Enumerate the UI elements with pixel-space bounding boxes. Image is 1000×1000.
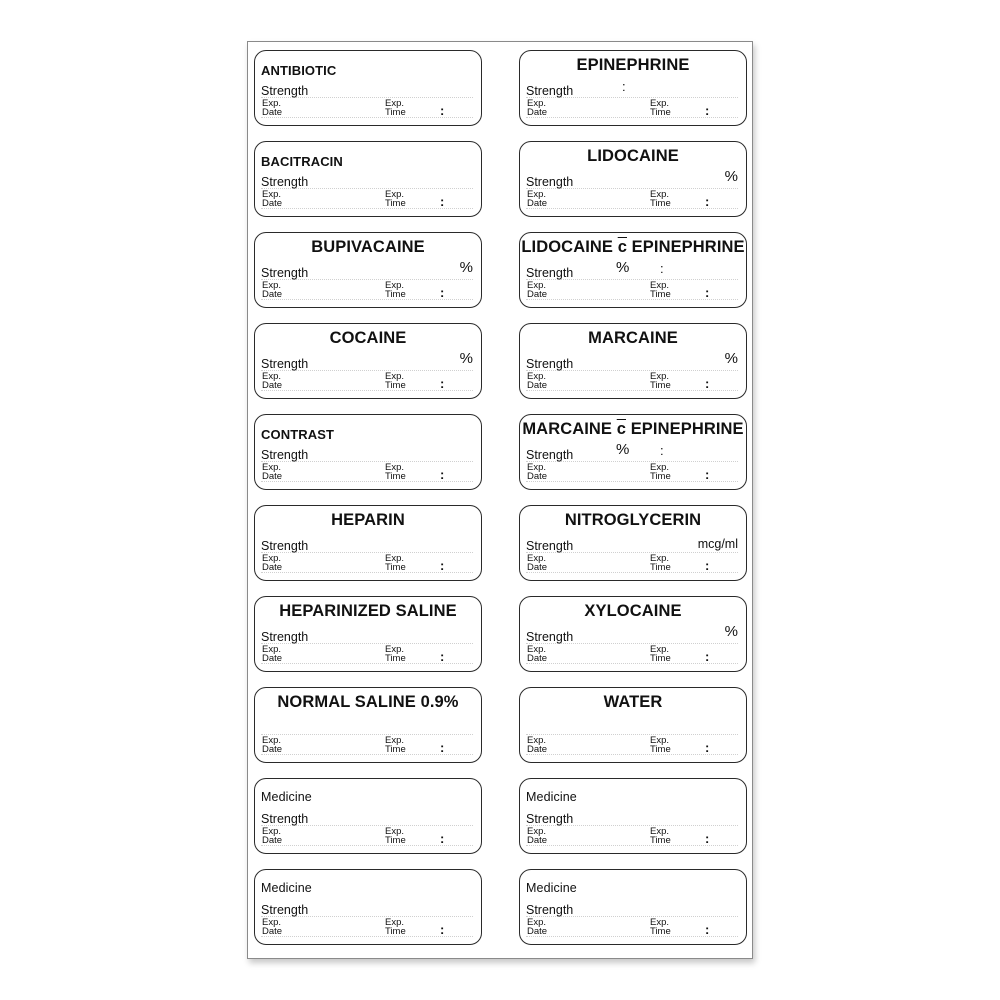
label-title: CONTRAST (261, 427, 335, 442)
time-colon: : (705, 922, 710, 937)
date-text: Date (527, 562, 548, 573)
exp-text: Exp. (650, 826, 670, 837)
exp-date-label (262, 281, 282, 299)
exp-date-label (527, 463, 547, 481)
strength-colon: : (660, 443, 664, 458)
time-colon: : (440, 194, 445, 209)
time-text: Time (650, 198, 671, 209)
with-symbol: $\overline{c}$ (616, 420, 627, 438)
label-title: NORMAL SALINE 0.9% (277, 693, 459, 711)
strength-label: Strength (261, 357, 309, 371)
label-title: COCAINE (329, 329, 407, 347)
label-title: BACITRACIN (261, 154, 343, 169)
strength-label: Strength (261, 84, 309, 98)
exp-date-label (262, 372, 282, 390)
strength-line (261, 734, 473, 735)
strength-label: Strength (261, 812, 309, 826)
exp-date-label (262, 190, 282, 208)
time-text: Time (385, 562, 406, 573)
time-colon: : (440, 831, 445, 846)
exp-text: Exp. (385, 371, 405, 382)
exp-text: Exp. (385, 917, 405, 928)
exp-time-label (385, 554, 406, 572)
exp-date-label (527, 918, 547, 936)
label-marcaine (519, 323, 747, 399)
label-cocaine (254, 323, 482, 399)
strength-label: Strength (261, 903, 309, 917)
time-colon: : (440, 922, 445, 937)
exp-time-label (385, 372, 406, 390)
time-text: Time (650, 744, 671, 755)
strength-label: Strength (526, 266, 574, 280)
label-bacitracin (254, 141, 482, 217)
exp-date-label (527, 827, 547, 845)
time-colon: : (440, 558, 445, 573)
date-text: Date (262, 835, 283, 846)
label-marcaine-c-epinephrine (519, 414, 747, 490)
date-text: Date (527, 835, 548, 846)
date-text: Date (527, 926, 548, 937)
exp-time-label (650, 463, 671, 481)
exp-text: Exp. (527, 826, 547, 837)
date-text: Date (262, 744, 283, 755)
date-text: Date (262, 380, 283, 391)
exp-text: Exp. (650, 644, 670, 655)
date-text: Date (262, 653, 283, 664)
exp-text: Exp. (262, 98, 282, 109)
date-text: Date (262, 471, 283, 482)
label-heparin (254, 505, 482, 581)
exp-date-label (527, 645, 547, 663)
time-colon: : (705, 649, 710, 664)
time-text: Time (650, 653, 671, 664)
time-text: Time (385, 380, 406, 391)
exp-text: Exp. (527, 917, 547, 928)
time-text: Time (385, 835, 406, 846)
exp-time-label (650, 554, 671, 572)
strength-unit: % (459, 259, 473, 276)
date-text: Date (527, 289, 548, 300)
exp-text: Exp. (385, 280, 405, 291)
time-text: Time (385, 653, 406, 664)
strength-label: Strength (526, 903, 574, 917)
time-colon: : (705, 103, 710, 118)
strength-label: Strength (526, 630, 574, 644)
exp-text: Exp. (650, 462, 670, 473)
date-text: Date (527, 471, 548, 482)
label-medicine (254, 778, 482, 854)
strength-mid-unit: % (616, 441, 630, 458)
label-normal-saline-0-9 (254, 687, 482, 763)
time-colon: : (440, 103, 445, 118)
strength-mid-unit: % (616, 259, 630, 276)
exp-text: Exp. (262, 371, 282, 382)
strength-label: Strength (261, 630, 309, 644)
label-title: HEPARIN (331, 511, 405, 529)
label-title: LIDOCAINE (587, 147, 679, 165)
exp-date-label (262, 554, 282, 572)
exp-text: Exp. (650, 553, 670, 564)
label-contrast (254, 414, 482, 490)
exp-date-label (527, 736, 547, 754)
exp-text: Exp. (527, 735, 547, 746)
time-colon: : (440, 467, 445, 482)
strength-unit: % (459, 350, 473, 367)
strength-label: Strength (526, 84, 574, 98)
date-text: Date (262, 289, 283, 300)
exp-time-label (385, 736, 406, 754)
time-text: Time (650, 380, 671, 391)
exp-text: Exp. (262, 644, 282, 655)
strength-label: Strength (526, 448, 574, 462)
date-text: Date (527, 107, 548, 118)
strength-label: Strength (261, 266, 309, 280)
label-title: Medicine (526, 790, 577, 804)
exp-text: Exp. (385, 98, 405, 109)
time-text: Time (650, 835, 671, 846)
label-lidocaine-c-epinephrine (519, 232, 747, 308)
time-text: Time (650, 107, 671, 118)
exp-text: Exp. (650, 280, 670, 291)
time-text: Time (650, 562, 671, 573)
exp-text: Exp. (262, 735, 282, 746)
exp-time-label (385, 99, 406, 117)
exp-text: Exp. (527, 462, 547, 473)
exp-text: Exp. (262, 280, 282, 291)
date-text: Date (527, 198, 548, 209)
date-text: Date (262, 198, 283, 209)
exp-text: Exp. (527, 189, 547, 200)
label-title: MARCAINE $\overline{c}$ EPINEPHRINE (522, 420, 744, 438)
label-xylocaine (519, 596, 747, 672)
exp-date-label (262, 918, 282, 936)
exp-date-label (527, 190, 547, 208)
time-colon: : (440, 649, 445, 664)
exp-time-label (385, 190, 406, 208)
strength-unit: % (724, 623, 738, 640)
strength-line (526, 734, 738, 735)
exp-text: Exp. (527, 553, 547, 564)
exp-text: Exp. (385, 553, 405, 564)
exp-time-label (650, 281, 671, 299)
exp-time-label (385, 463, 406, 481)
time-colon: : (705, 558, 710, 573)
time-text: Time (385, 107, 406, 118)
time-colon: : (705, 376, 710, 391)
time-colon: : (705, 740, 710, 755)
exp-text: Exp. (385, 735, 405, 746)
date-text: Date (527, 380, 548, 391)
exp-text: Exp. (527, 371, 547, 382)
exp-text: Exp. (650, 189, 670, 200)
strength-label: Strength (526, 539, 574, 553)
exp-time-label (650, 99, 671, 117)
exp-time-label (385, 827, 406, 845)
exp-date-label (262, 736, 282, 754)
label-antibiotic (254, 50, 482, 126)
label-lidocaine (519, 141, 747, 217)
time-text: Time (650, 926, 671, 937)
exp-text: Exp. (385, 189, 405, 200)
exp-time-label (650, 190, 671, 208)
label-title: NITROGLYCERIN (564, 511, 702, 529)
exp-text: Exp. (527, 280, 547, 291)
label-title: LIDOCAINE $\overline{c}$ EPINEPHRINE (521, 238, 745, 256)
exp-text: Exp. (527, 98, 547, 109)
strength-label: Strength (261, 539, 309, 553)
exp-text: Exp. (650, 917, 670, 928)
time-colon: : (705, 285, 710, 300)
exp-date-label (527, 554, 547, 572)
exp-text: Exp. (262, 462, 282, 473)
exp-text: Exp. (385, 826, 405, 837)
with-symbol: $\overline{c}$ (617, 238, 627, 256)
exp-time-label (385, 281, 406, 299)
time-text: Time (650, 471, 671, 482)
exp-text: Exp. (650, 371, 670, 382)
exp-date-label (527, 372, 547, 390)
exp-date-label (262, 99, 282, 117)
exp-date-label (527, 99, 547, 117)
exp-time-label (385, 918, 406, 936)
label-medicine (254, 869, 482, 945)
exp-text: Exp. (262, 553, 282, 564)
label-title: HEPARINIZED SALINE (279, 602, 457, 620)
time-text: Time (385, 926, 406, 937)
strength-label: Strength (261, 448, 309, 462)
label-title: WATER (603, 693, 663, 711)
label-title: Medicine (261, 790, 312, 804)
strength-unit: mcg/ml (697, 537, 738, 551)
label-epinephrine (519, 50, 747, 126)
exp-text: Exp. (262, 189, 282, 200)
date-text: Date (262, 562, 283, 573)
strength-label: Strength (261, 175, 309, 189)
time-colon: : (440, 740, 445, 755)
time-colon: : (440, 376, 445, 391)
date-text: Date (262, 107, 283, 118)
exp-time-label (650, 918, 671, 936)
exp-date-label (527, 281, 547, 299)
strength-mid-unit: : (622, 79, 626, 94)
strength-label: Strength (526, 812, 574, 826)
time-text: Time (385, 471, 406, 482)
exp-date-label (262, 463, 282, 481)
time-colon: : (705, 194, 710, 209)
time-text: Time (650, 289, 671, 300)
time-colon: : (705, 467, 710, 482)
date-text: Date (527, 653, 548, 664)
exp-time-label (650, 827, 671, 845)
label-title: MARCAINE (588, 329, 678, 347)
strength-colon: : (660, 261, 664, 276)
time-text: Time (385, 744, 406, 755)
exp-time-label (650, 645, 671, 663)
exp-text: Exp. (527, 644, 547, 655)
exp-text: Exp. (262, 917, 282, 928)
label-nitroglycerin (519, 505, 747, 581)
date-text: Date (527, 744, 548, 755)
exp-text: Exp. (262, 826, 282, 837)
label-water (519, 687, 747, 763)
time-colon: : (705, 831, 710, 846)
exp-text: Exp. (385, 462, 405, 473)
time-colon: : (440, 285, 445, 300)
exp-date-label (262, 645, 282, 663)
label-title: EPINEPHRINE (576, 56, 690, 74)
time-text: Time (385, 198, 406, 209)
label-title: XYLOCAINE (584, 602, 682, 620)
label-bupivacaine (254, 232, 482, 308)
exp-text: Exp. (385, 644, 405, 655)
exp-time-label (650, 736, 671, 754)
exp-text: Exp. (650, 735, 670, 746)
strength-label: Strength (526, 357, 574, 371)
strength-unit: % (724, 168, 738, 185)
strength-unit: % (724, 350, 738, 367)
time-text: Time (385, 289, 406, 300)
exp-time-label (385, 645, 406, 663)
label-medicine (519, 778, 747, 854)
label-title: Medicine (261, 881, 312, 895)
date-text: Date (262, 926, 283, 937)
label-sheet (247, 41, 753, 959)
exp-date-label (262, 827, 282, 845)
exp-text: Exp. (650, 98, 670, 109)
label-title: BUPIVACAINE (311, 238, 425, 256)
label-heparinized-saline (254, 596, 482, 672)
label-title: ANTIBIOTIC (261, 63, 337, 78)
exp-time-label (650, 372, 671, 390)
label-medicine (519, 869, 747, 945)
label-title: Medicine (526, 881, 577, 895)
strength-label: Strength (526, 175, 574, 189)
